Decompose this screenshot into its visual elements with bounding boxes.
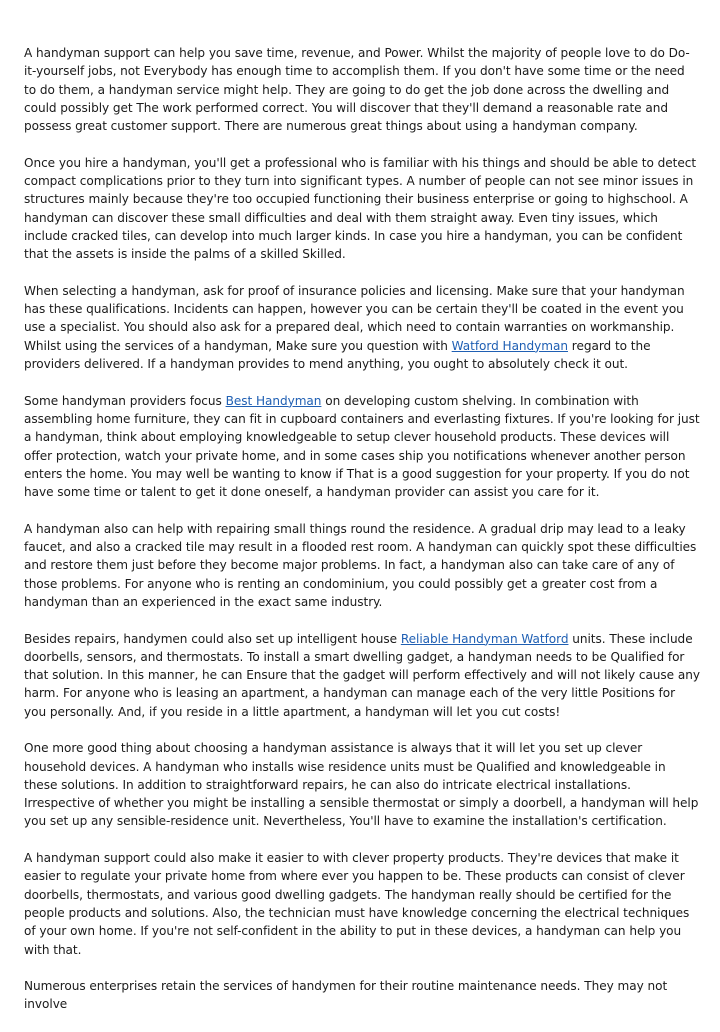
- paragraph-9: Numerous enterprises retain the services of handymen for their routine maintenance needs. They may not involve: [24, 979, 668, 1012]
- paragraph-3: [24, 282, 700, 373]
- paragraph-2: Once you hire a handyman, you'll get a professional who is familiar with his things and should be able to detect compact complications prior to they turn into significant types. A number of people can not see minor issues in structures mainly because they're too occupied functioning their business enterprise or going to highschool. A handyman can discover these small difficulties and deal with them straight away. Even tiny issues, which include cracked tiles, can develop into much larger kinds. In case you hire a handyman, you can be confident that the assets is inside the palms of a skilled Skilled.: [24, 155, 697, 262]
- paragraph-6-text-after: units. These include doorbells, sensors, and thermostats. To install a smart dwelling gadget, a handyman needs to be Qualified for that solution. In this manner, he can Ensure that the gadget will perform effectively and will not likely cause any harm. For anyone who is leasing an apartment, a handyman can manage each of the very little Positions for you personally. And, if you reside in a little apartment, a handyman will let you cut costs!: [24, 631, 700, 719]
- document-body: [24, 44, 700, 1032]
- reliable-handyman-watford-link[interactable]: Reliable Handyman Watford: [400, 631, 569, 646]
- paragraph-4-text-after: on developing custom shelving. In combination with assembling home furniture, they can fit in cupboard containers and everlasting fixtures. If you're looking for just a handyman, think about employing knowledgeable to setup clever household products. These devices will offer protection, watch your private home, and in some cases ship you notifications whenever another person enters the home. You may well be wanting to know if That is a good suggestion for your property. If you do not have some time or talent to get it done oneself, a handyman provider can assist you care for it.: [24, 393, 700, 500]
- paragraph-4-text-before: Some handyman providers focus: [24, 393, 226, 408]
- paragraph-1: A handyman support can help you save time, revenue, and Power. Whilst the majority of people love to do Do-it-yourself jobs, not Everybody has enough time to accomplish them. If you don't have some time or the need to do them, a handyman service might help. They are going to do get the job done across the dwelling and could possibly get The work performed correct. You will discover that they'll demand a reasonable rate and possess great customer support. There are numerous great things about using a handyman company.: [24, 46, 690, 134]
- best-handyman-link[interactable]: Best Handyman: [225, 393, 322, 408]
- watford-handyman-link[interactable]: Watford Handyman: [451, 338, 568, 353]
- paragraph-3-text-before: When selecting a handyman, ask for proof of insurance policies and licensing. Make sure that your handyman has these qualifications. Incidents can happen, however you can be certain they'll be coated in the event you use a specialist. You should also ask for a prepared deal, which need to contain warranties on workmanship. Whilst using the services of a handyman, Make sure you question with: [24, 283, 685, 353]
- paragraph-6-text-before: Besides repairs, handymen could also set up intelligent house: [24, 631, 401, 646]
- paragraph-6: [24, 630, 700, 721]
- paragraph-4: [24, 392, 700, 502]
- paragraph-7: One more good thing about choosing a handyman assistance is always that it will let you set up clever household devices. A handyman who installs wise residence units must be Qualified and knowledgeable in these solutions. In addition to straightforward repairs, he can also do intricate electrical installations. Irrespective of whether you might be installing a sensible thermostat or simply a doorbell, a handyman will help you set up any sensible-residence unit. Nevertheless, You'll have to examine the installation's certification.: [24, 741, 699, 829]
- paragraph-8: A handyman support could also make it easier to with clever property products. They're devices that make it easier to regulate your private home from where ever you happen to be. These products can consist of clever doorbells, thermostats, and various good dwelling gadgets. The handyman really should be certified for the people products and solutions. Also, the technician must have knowledge concerning the electrical techniques of your own home. If you're not self-confident in the ability to put in these devices, a handyman can help you with that.: [24, 851, 690, 957]
- paragraph-3-text-after: regard to the providers delivered. If a handyman provides to mend anything, you ought to absolutely check it out.: [24, 338, 651, 372]
- paragraph-5: A handyman also can help with repairing small things round the residence. A gradual drip may lead to a leaky faucet, and also a cracked tile may result in a flooded rest room. A handyman can quickly spot these difficulties and restore them just before they become major problems. In fact, a handyman also can take care of any of those problems. For anyone who is renting an condominium, you could possibly get a greater cost from a handyman than an experienced in the exact same industry.: [24, 521, 697, 609]
